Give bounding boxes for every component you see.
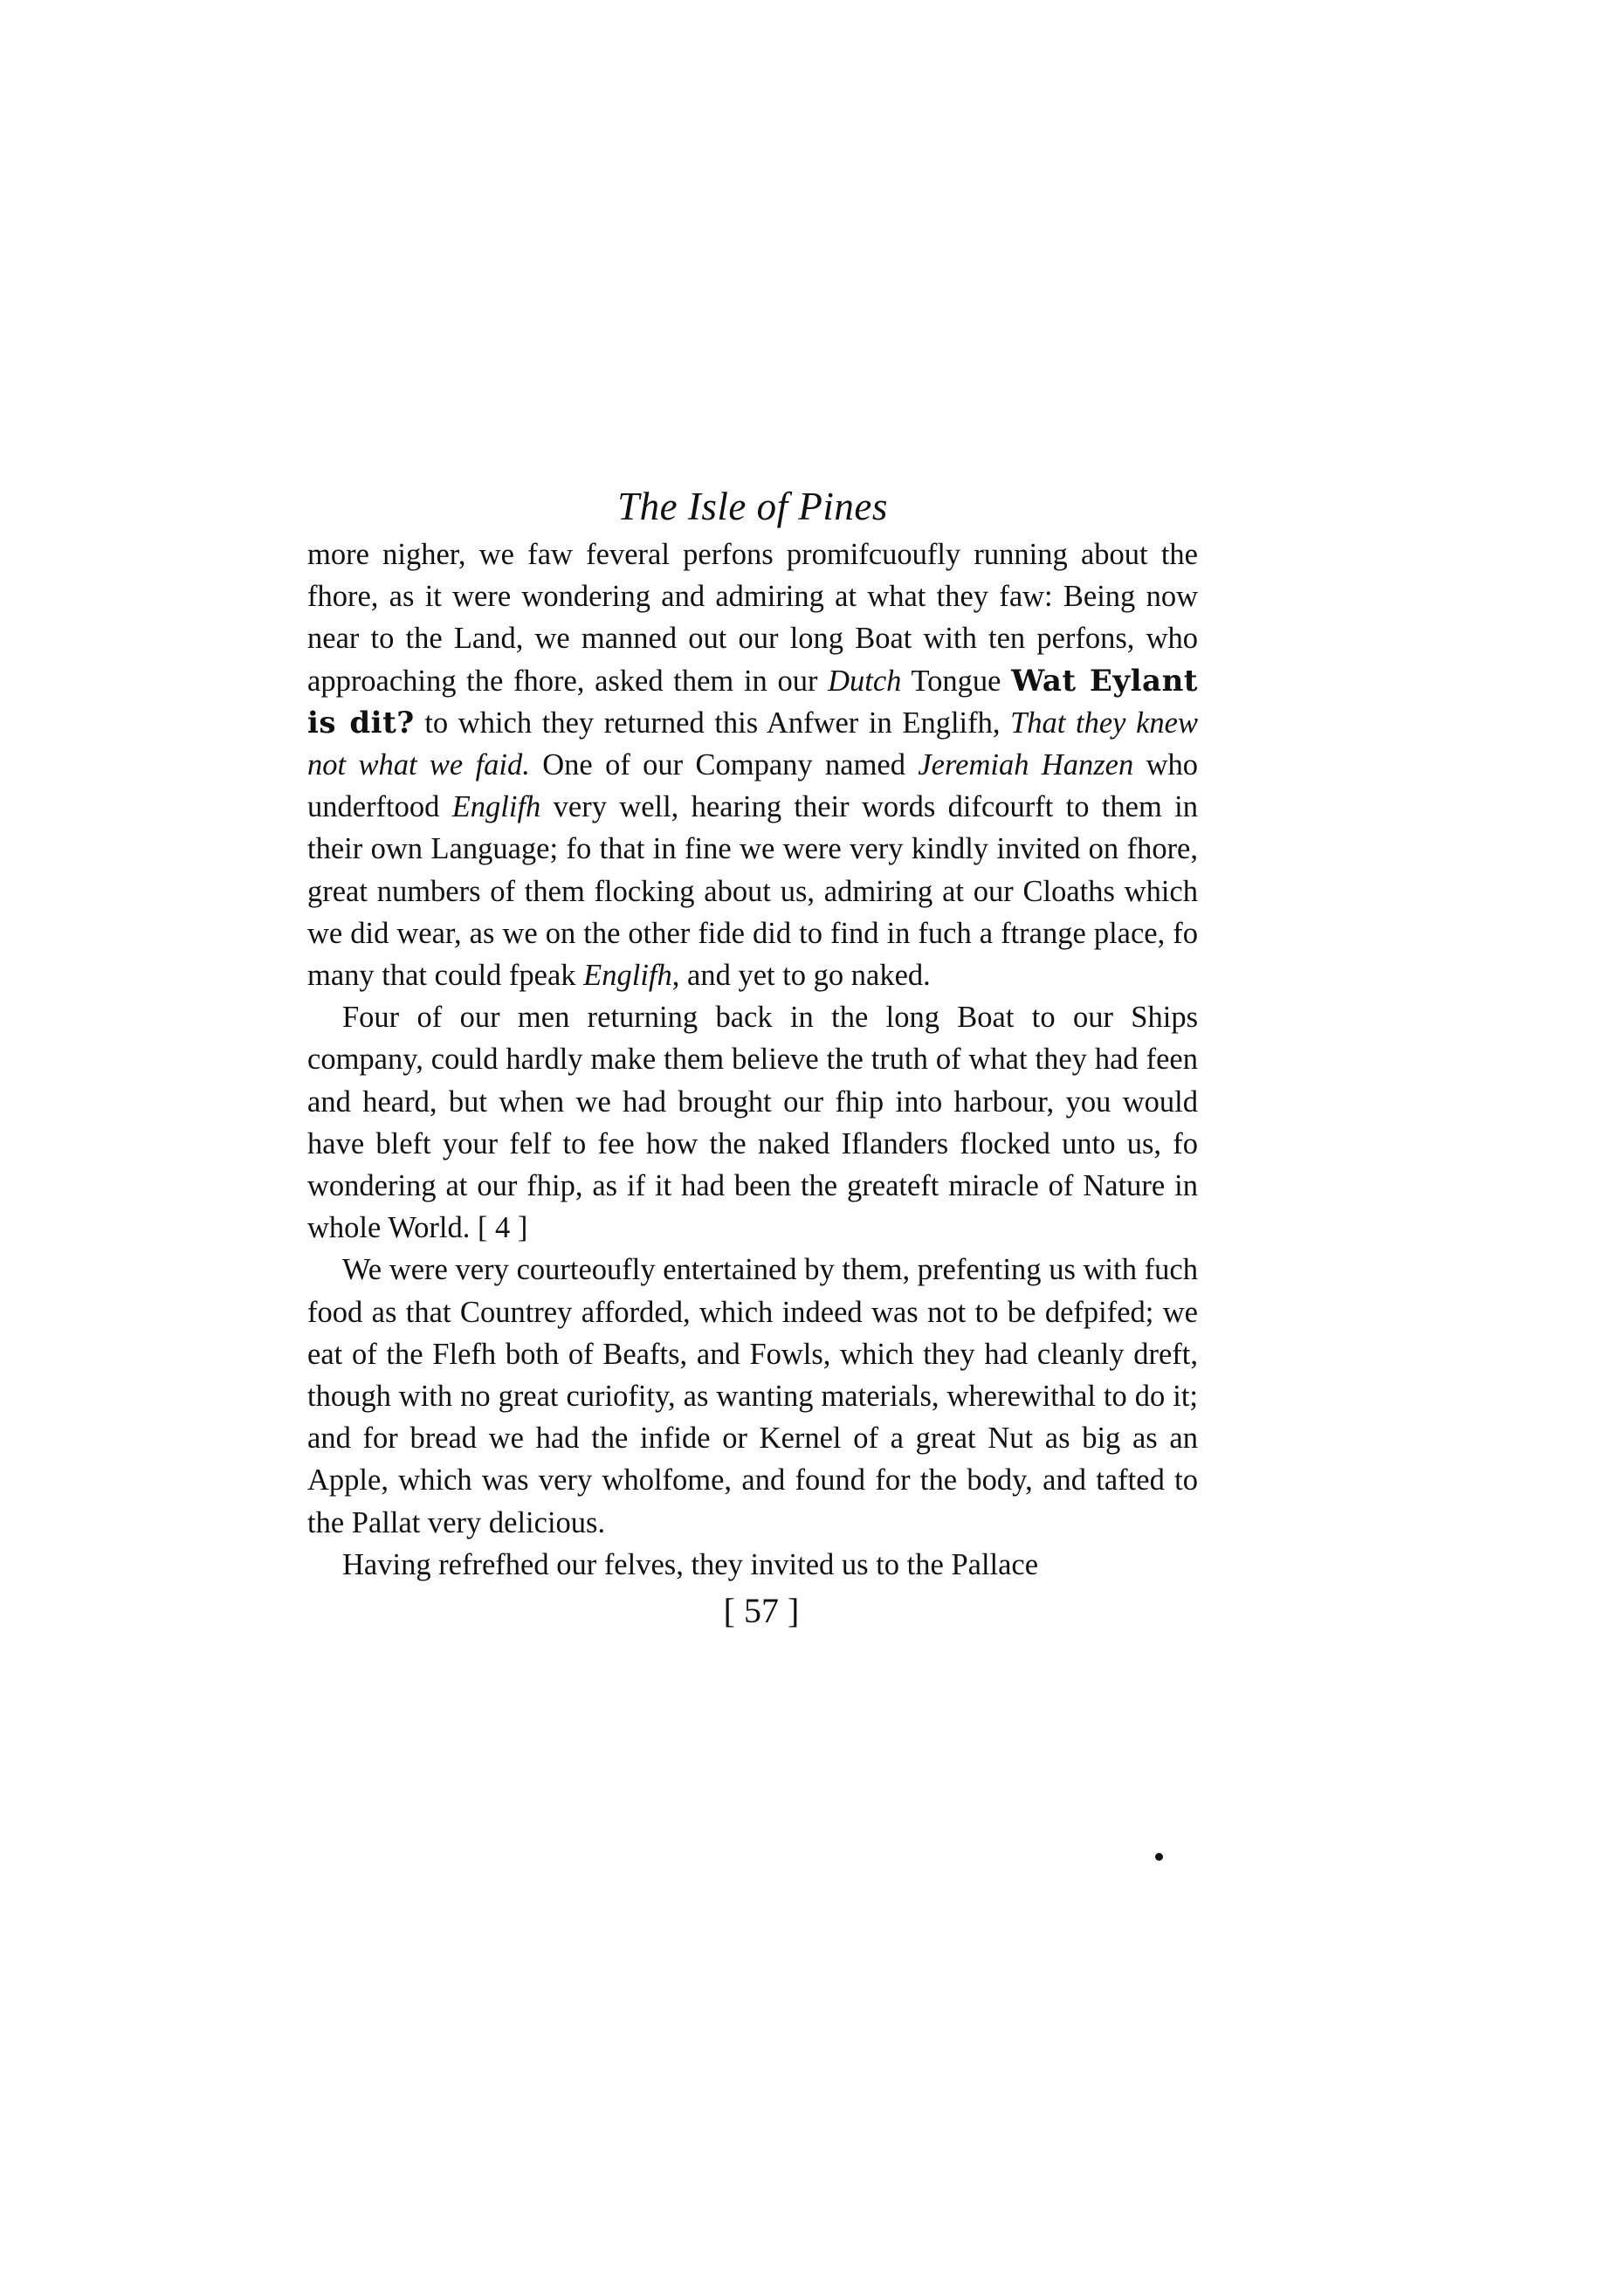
text-segment: Four of our men returning back in the long Boat to our Ships company, could hardly make them believe the truth of what they had feen and heard, but when we had brought our fhip into harbour, you would have bleft your felf to fee how the naked Iflanders flocked unto us, fo wondering at our fhip, as if it had been the greateft miracle of Nature in whole World. [ 4 ] [307,1001,1198,1245]
book-page [307,485,1198,1633]
paragraph-4 [307,1544,1198,1586]
text-segment: Tongue [901,664,1012,698]
text-segment: One of our Company named [529,748,919,782]
text-segment: Englifh [451,790,541,824]
paragraph-1 [307,534,1198,996]
page-number: [ 57 ] [723,1591,800,1631]
running-head: The Isle of Pines [617,485,888,528]
text-segment: Jeremiah Hanzen [918,748,1134,782]
text-segment: Englifh [583,959,672,993]
text-segment: Having refrefhed our felves, they invited us to the Pallace [342,1547,1039,1581]
text-segment: Wat Eylant is dit? [307,663,1198,740]
ink-speck [1155,1853,1163,1861]
text-segment: , and yet to go naked. [671,959,931,993]
text-segment: to which they returned this Anfwer in Englifh, [414,706,1011,740]
text-segment: who underftood [307,748,1198,824]
text-segment: more nigher, we faw feveral perfons promifcuoufly running about the fhore, as it were wondering and admiring at what they faw: Being now near to the Land, we manned out our long Boat with ten perfons, who approaching the fhore, asked them in our [307,538,1198,698]
text-segment: very well, hearing their words difcourft to them in their own Language; fo that in fine we were very kindly invited on fhore, great numbers of them flocking about us, admiring at our Cloaths which we did wear, as we on the other fide did to find in fuch a ftrange place, fo many that could fpeak [307,790,1198,993]
text-segment: We were very courteoufly entertained by them, prefenting us with fuch food as that Countrey afforded, which indeed was not to be defpifed; we eat of the Flefh both of Beafts, and Fowls, which they had cleanly dreft, though with no great curiofity, as wanting materials, wherewithal to do it; and for bread we had the infide or Kernel of a great Nut as big as an Apple, which was very wholfome, and found for the body, and tafted to the Pallat very delicious. [307,1253,1198,1539]
paragraph-3 [307,1249,1198,1543]
paragraph-2 [307,996,1198,1249]
text-segment: That they knew not what we faid. [307,706,1198,782]
text-segment: Dutch [828,664,902,698]
